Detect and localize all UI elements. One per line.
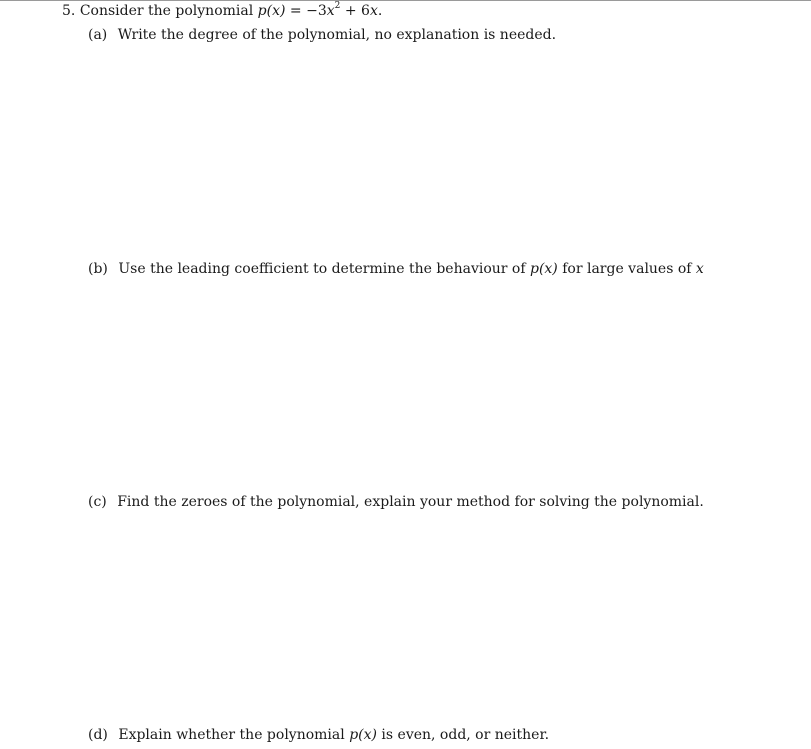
polynomial-minus: − <box>306 3 318 19</box>
polynomial-coef1: 3 <box>317 3 327 19</box>
polynomial-end: . <box>377 3 383 19</box>
polynomial-exp1: 2 <box>334 1 341 12</box>
question-number: 5. <box>62 3 76 19</box>
polynomial-expression <box>258 3 383 19</box>
part-c-text: Find the zeroes of the polynomial, explain your method for solving the polynomial. <box>117 494 704 510</box>
part-a <box>88 26 556 44</box>
polynomial-lhs: p(x) <box>257 3 286 19</box>
part-b-math-px: p(x) <box>529 261 558 277</box>
part-d-text-before: Explain whether the polynomial <box>118 727 345 743</box>
polynomial-var1: x <box>326 3 335 19</box>
part-b-text-mid: for large values of <box>562 261 692 277</box>
question-intro: Consider the polynomial <box>79 3 254 19</box>
part-b <box>88 260 704 278</box>
part-a-text: Write the degree of the polynomial, no explanation is needed. <box>117 27 557 43</box>
question-5-statement <box>62 2 382 20</box>
part-d-label: (d) <box>88 727 108 743</box>
polynomial-equals: = <box>289 3 302 19</box>
part-c <box>88 493 704 511</box>
part-c-label: (c) <box>88 494 107 510</box>
top-rule <box>0 0 811 1</box>
part-d-math-px: p(x) <box>349 727 377 743</box>
part-b-math-x: x <box>695 261 704 277</box>
part-a-label: (a) <box>88 27 108 43</box>
polynomial-var2: x <box>369 3 378 19</box>
part-d <box>88 726 549 744</box>
part-d-text-after: is even, odd, or neither. <box>381 727 550 743</box>
polynomial-plus: + <box>344 3 357 19</box>
part-b-label: (b) <box>88 261 108 277</box>
polynomial-coef2: 6 <box>361 3 370 19</box>
part-b-text-before: Use the leading coefficient to determine the behaviour of <box>118 261 526 277</box>
